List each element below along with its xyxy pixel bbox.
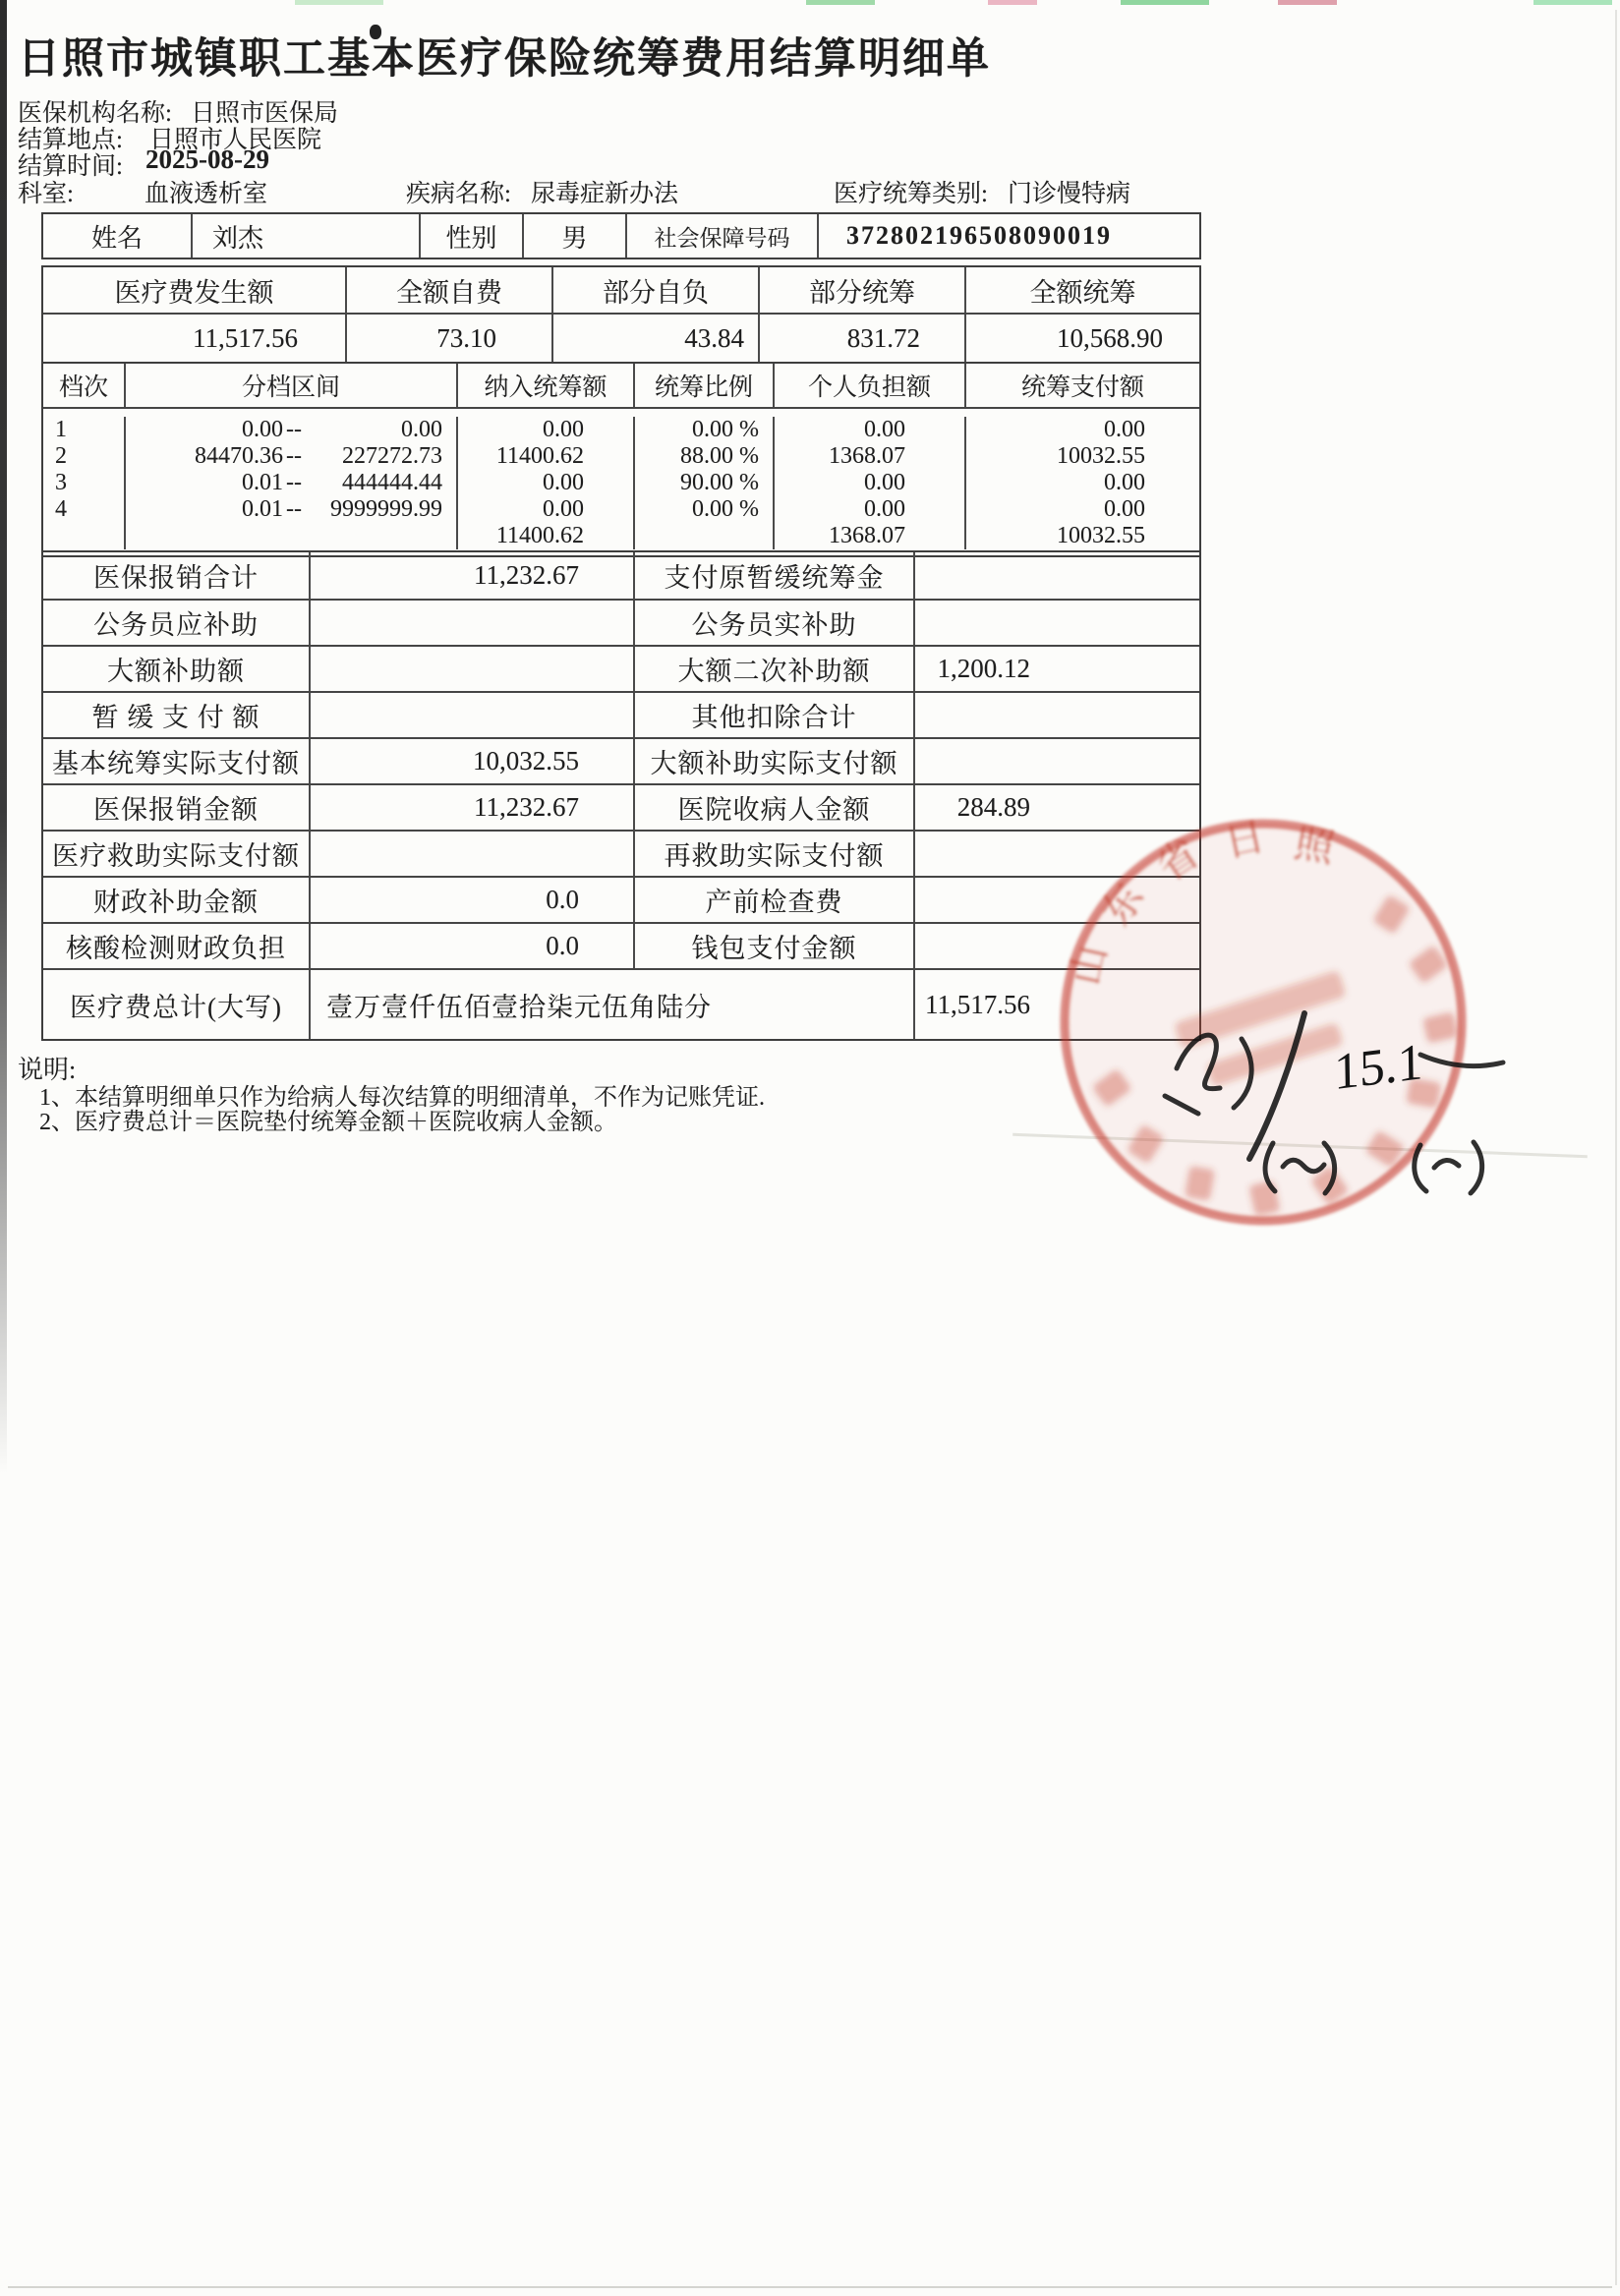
scribble-paren (1324, 1143, 1335, 1193)
tier-ratio: 88.00 % (680, 443, 759, 469)
scan-noise-strip (1121, 0, 1209, 5)
place-value: 日照市人民医院 (149, 127, 322, 153)
tier-base: 11400.62 (495, 443, 584, 469)
note-item: 1、本结算明细单只作为给病人每次结算的明细清单，不作为记账凭证. (39, 1085, 765, 1111)
gender-label: 性别 (419, 214, 522, 258)
tier-personal: 0.00 (864, 496, 905, 522)
summary-label: 医保报销合计 (93, 563, 259, 593)
handwritten-digits: 15.1 (1333, 1033, 1423, 1102)
svg-text:省: 省 (1149, 831, 1207, 890)
summary-value (309, 647, 633, 691)
summary-label: 支付原暂缓统筹金 (633, 552, 913, 599)
name-value: 刘杰 (191, 214, 419, 258)
summary-label: 医疗救助实际支付额 (52, 841, 300, 871)
tier-index: 1 (55, 417, 67, 442)
name-label: 姓名 (90, 223, 143, 253)
fee-value-cell: 43.84 (551, 315, 758, 362)
scan-edge-shadow (0, 0, 7, 1474)
fee-header-cell: 全额统筹 (964, 267, 1199, 313)
time-value: 2025-08-29 (145, 144, 269, 174)
tier-header-row (43, 364, 1199, 407)
summary-value: 11,232.67 (309, 552, 633, 599)
summary-value (913, 552, 1199, 599)
scribble-stroke (1434, 1160, 1459, 1168)
summary-label: 公务员实补助 (633, 601, 913, 645)
handwritten-scribble (1126, 998, 1597, 1204)
tier-total-base: 11400.62 (495, 523, 584, 548)
fee-value-cell: 11,517.56 (193, 322, 298, 353)
tier-index: 3 (55, 470, 67, 495)
svg-text:日: 日 (1220, 814, 1269, 866)
fee-table (41, 265, 1201, 364)
dept-label: 科室: (18, 181, 74, 207)
tier-personal: 0.00 (864, 470, 905, 495)
time-label: 结算时间: (18, 153, 123, 180)
summary-label: 大额补助额 (107, 657, 245, 686)
summary-value (913, 693, 1199, 737)
fee-header-cell: 医疗费发生额 (114, 277, 274, 308)
summary-label: 财政补助金额 (93, 888, 259, 917)
summary-label: 公务员应补助 (93, 610, 259, 640)
patient-table (41, 212, 1201, 259)
summary-label: 钱包支付金额 (633, 924, 913, 968)
fee-header-row (43, 267, 1199, 313)
summary-row (43, 922, 1199, 968)
tier-index: 4 (55, 496, 67, 522)
summary-value (913, 601, 1199, 645)
summary-value: 0.0 (309, 924, 633, 968)
scribble-stroke (1234, 1039, 1251, 1108)
scan-noise-strip (806, 0, 875, 5)
summary-row (43, 645, 1199, 691)
summary-label: 大额二次补助额 (633, 647, 913, 691)
summary-label: 暂 缓 支 付 额 (91, 703, 260, 732)
patient-row (43, 214, 1199, 258)
summary-value (309, 693, 633, 737)
dept-value: 血液透析室 (145, 181, 268, 207)
tier-range: 0.00 -- 0.00 (242, 417, 442, 442)
grand-total-uppercase: 壹万壹仟伍佰壹拾柒元伍角陆分 (309, 970, 913, 1039)
summary-row (43, 691, 1199, 737)
summary-value (309, 832, 633, 876)
disease-label: 疾病名称: (406, 181, 511, 207)
summary-label: 医院收病人金额 (633, 785, 913, 830)
tier-col-paid (964, 417, 1199, 549)
place-label: 结算地点: (18, 127, 123, 153)
tier-header-cell: 档次 (58, 374, 108, 401)
summary-row (43, 737, 1199, 783)
gender-value: 男 (522, 214, 625, 258)
tier-range: 84470.36 -- 227272.73 (195, 443, 442, 469)
fee-header-cell: 部分统筹 (758, 267, 964, 313)
scan-noise-strip (988, 0, 1037, 5)
tier-personal: 0.00 (864, 417, 905, 442)
scribble-stroke (1283, 1160, 1324, 1172)
tier-paid: 0.00 (1104, 417, 1145, 442)
scribble-paren (1415, 1145, 1426, 1191)
tier-paid: 0.00 (1104, 470, 1145, 495)
summary-label: 产前检查费 (633, 878, 913, 922)
org-value: 日照市医保局 (191, 100, 339, 127)
tier-col-personal (773, 417, 964, 549)
scribble-stroke (1177, 1035, 1220, 1088)
summary-label: 其他扣除合计 (633, 693, 913, 737)
fee-value-cell: 73.10 (345, 315, 551, 362)
org-label: 医保机构名称: (18, 100, 172, 127)
fee-header-cell: 部分自负 (551, 267, 758, 313)
summary-row (43, 830, 1199, 876)
tier-range: 0.01 -- 444444.44 (242, 470, 442, 495)
tier-personal: 1368.07 (829, 443, 905, 469)
tier-header-cell: 个人负担额 (773, 364, 964, 407)
category-label: 医疗统筹类别: (834, 181, 988, 207)
fee-header-cell: 全额自费 (345, 267, 551, 313)
tier-col-index (43, 417, 124, 549)
scribble-paren (1471, 1142, 1482, 1193)
tier-total-paid: 10032.55 (1057, 523, 1145, 548)
disease-value: 尿毒症新办法 (531, 181, 679, 207)
summary-value: 284.89 (913, 785, 1199, 830)
summary-row (43, 599, 1199, 645)
scribble-paren (1265, 1143, 1275, 1191)
summary-label: 核酸检测财政负担 (66, 934, 286, 963)
tier-ratio: 90.00 % (680, 470, 759, 495)
scribble-stroke (1420, 1055, 1503, 1066)
summary-value: 10,032.55 (309, 739, 633, 783)
scan-noise-strip (1533, 0, 1612, 5)
summary-label: 医保报销金额 (93, 795, 259, 825)
tier-header-cell: 统筹比例 (633, 364, 773, 407)
fee-value-row (43, 313, 1199, 362)
summary-total-row (43, 968, 1199, 1039)
summary-value (913, 739, 1199, 783)
summary-table (41, 550, 1201, 1041)
tier-paid: 0.00 (1104, 496, 1145, 522)
tier-range: 0.01 -- 9999999.99 (242, 496, 442, 522)
page-title: 日照市城镇职工基本医疗保险统筹费用结算明细单 (18, 36, 991, 83)
tier-base: 0.00 (543, 496, 584, 522)
summary-row (43, 552, 1199, 599)
tier-paid: 10032.55 (1057, 443, 1145, 469)
notes-heading: 说明: (18, 1056, 77, 1084)
tier-ratio: 0.00 % (692, 496, 759, 522)
svg-text:山: 山 (1063, 941, 1115, 990)
summary-value (309, 601, 633, 645)
tier-col-ratio (633, 417, 773, 549)
summary-label: 基本统筹实际支付额 (52, 749, 300, 778)
tier-index: 2 (55, 443, 67, 469)
summary-value: 0.0 (309, 878, 633, 922)
fee-value-cell: 831.72 (758, 315, 964, 362)
svg-text:东: 东 (1093, 876, 1153, 934)
tier-base: 0.00 (543, 417, 584, 442)
grand-total-amount: 11,517.56 (913, 970, 1199, 1039)
tier-body (43, 407, 1199, 555)
summary-label: 大额补助实际支付额 (633, 739, 913, 783)
summary-value: 1,200.12 (913, 647, 1199, 691)
tier-header-cell: 分档区间 (124, 364, 456, 407)
ssn-value: 372802196508090019 (817, 214, 1199, 258)
tier-total-personal: 1368.07 (829, 523, 905, 548)
tier-table (41, 362, 1201, 557)
scribble-stroke (1165, 1096, 1198, 1114)
tier-col-range (124, 417, 456, 549)
tier-base: 0.00 (543, 470, 584, 495)
tier-header-cell: 统筹支付额 (964, 364, 1199, 407)
summary-row (43, 783, 1199, 830)
tier-ratio: 0.00 % (692, 417, 759, 442)
scan-edge-line-bottom (8, 2286, 1612, 2288)
tier-header-cell: 纳入统筹额 (456, 364, 633, 407)
scribble-slash (1249, 1013, 1304, 1159)
svg-text:照: 照 (1291, 820, 1338, 872)
ssn-label: 社会保障号码 (625, 214, 817, 258)
scan-noise-strip (1278, 0, 1337, 5)
scan-noise-strip (295, 0, 383, 5)
summary-value: 11,232.67 (309, 785, 633, 830)
summary-row (43, 876, 1199, 922)
fee-value-cell: 10,568.90 (964, 315, 1199, 362)
grand-total-label: 医疗费总计(大写) (70, 992, 282, 1022)
category-value: 门诊慢特病 (1008, 181, 1131, 207)
note-item: 2、医疗费总计＝医院垫付统筹金额＋医院收病人金额。 (39, 1110, 617, 1135)
summary-label: 再救助实际支付额 (633, 832, 913, 876)
scan-edge-line-right (1615, 10, 1617, 2285)
tier-col-base (456, 417, 633, 549)
